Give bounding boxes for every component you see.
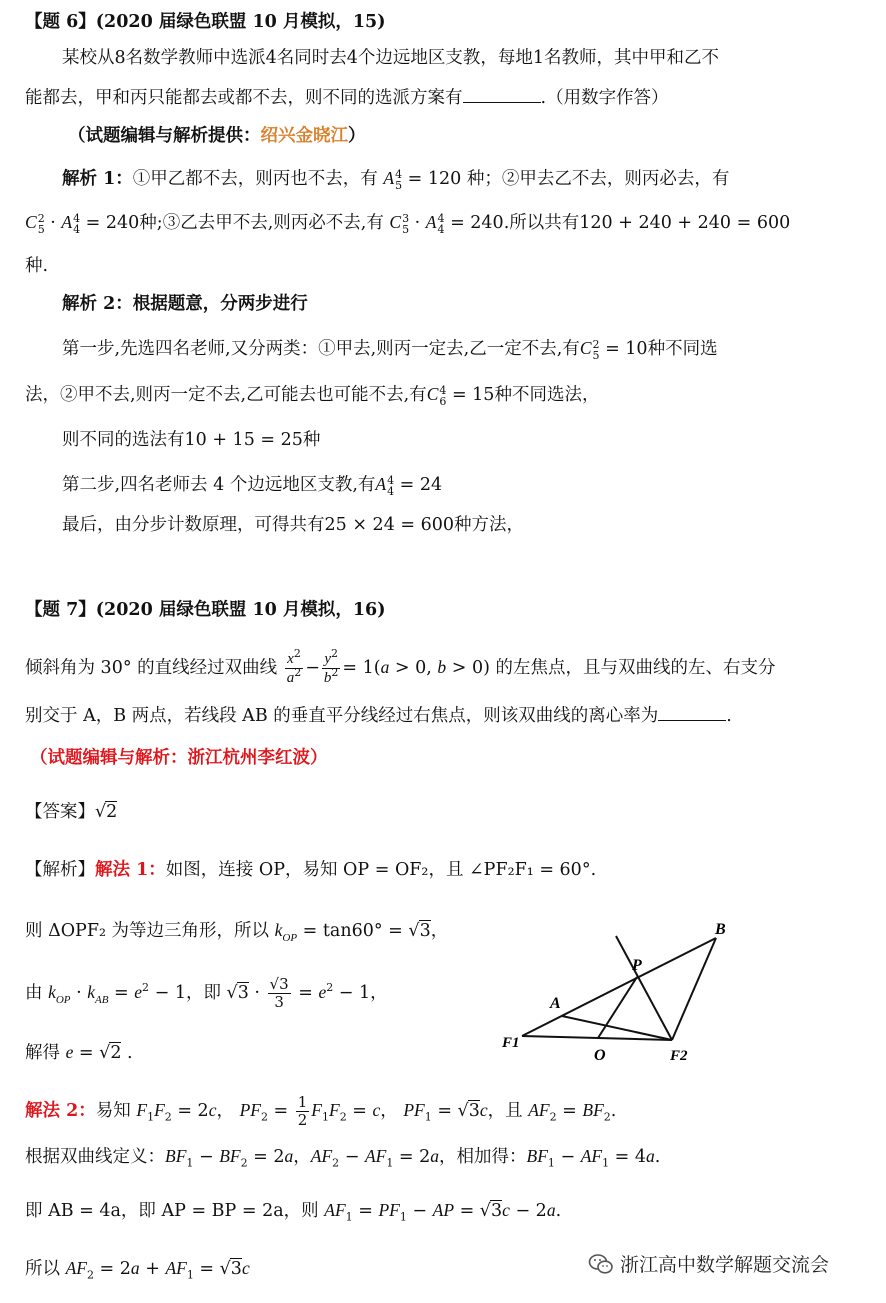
hyperbola-diagram: [490, 910, 750, 1070]
q6-credit-name: 绍兴金晓江: [260, 126, 348, 146]
q7-m1-line3: 由 $k_{OP} \cdot k_{AB} = e^2 - 1$，即 √3 · $\frac{√3}{3}$ = $e^2 - 1$，: [25, 975, 388, 1011]
q6-step1-line1: 第一步,先选四名老师,又分两类：①甲去,则丙一定去,乙一定不去,有C 2 5 = 10种不同选: [62, 337, 718, 362]
answer-blank: [463, 88, 541, 103]
q7-line2: 别交于 A，B 两点，若线段 AB 的垂直平分线经过右焦点，则该双曲线的离心率为 .: [25, 706, 732, 726]
q7-m1-line4: 解得 e = √2 .: [25, 1042, 133, 1063]
q7-m1-line2: 则 ΔOPF₂ 为等边三角形，所以 $k_{OP} = \tan 60^\circ = √3$，: [25, 920, 449, 944]
label-f1: F1: [502, 1035, 520, 1051]
line-f1-b: [522, 938, 716, 1036]
label-f2: F2: [670, 1048, 688, 1064]
f1-f2-line: [522, 1036, 672, 1040]
q6-final: 最后，由分步计数原理，可得共有25 × 24 = 600种方法，: [62, 515, 525, 535]
wechat-icon: [588, 1253, 614, 1275]
perpendicular-bisector: [616, 936, 672, 1040]
q6-sol1-line2: C 2 5 · A 4 4 = 240种;③乙去甲不去,则丙必不去,有 C 3 5 · A 4 4 = 240.所以共有120 + 240 + 240 = 600: [25, 211, 791, 236]
q7-m2-line2: 根据双曲线定义：$BF_1 - BF_2 = 2a$，$AF_2 - AF_1 = 2a$，相加得：$BF_1 - AF_1 = 4a$.: [25, 1146, 661, 1170]
q6-step1-line3: 则不同的选法有10 + 15 = 25种: [62, 430, 321, 450]
watermark-text: 浙江高中数学解题交流会: [620, 1254, 830, 1276]
q7-m2-line1: 解法 2：易知 $F_1F_2 = 2c$， $PF_2$ = $\frac{1}{2}$ $F_1F_2 = c$， $PF_1 = √3c$，且 $AF_2 = BF_2$.: [25, 1093, 617, 1129]
q7-line1: 倾斜角为 30° 的直线经过双曲线 $\frac{x^2}{a^2}$ − $\frac{y^2}{b^2}$ = 1(a > 0, b > 0) 的左焦点，且与双曲线的左、右支分: [25, 647, 776, 686]
line-f2-b: [672, 938, 716, 1040]
q6-step1-line2: 法，②甲不去,则丙一定不去,乙可能去也可能不去,有C 4 6 = 15种不同选法，: [25, 383, 600, 408]
q7-header: 【题 7】(2020 届绿色联盟 10 月模拟，16): [25, 600, 386, 620]
q6-line1: 某校从8名数学教师中选派4名同时去4个边远地区支教，每地1名教师，其中甲和乙不: [62, 48, 720, 68]
watermark: [588, 1250, 829, 1277]
q6-sol1-line3: 种.: [25, 256, 49, 276]
label-p: P: [632, 957, 642, 974]
q7-m1-line1: 【解析】解法 1：如图，连接 OP，易知 OP = OF₂，且 ∠PF₂F₁ = 60°.: [25, 860, 597, 880]
q6-line2: 能都去，甲和丙只能都去或都不去，则不同的选派方案有 .（用数字作答）: [25, 88, 669, 108]
answer-blank-q7: [658, 706, 726, 721]
label-o: O: [594, 1047, 606, 1064]
q6-credit: （试题编辑与解析提供：绍兴金晓江）: [68, 126, 366, 146]
q7-m2-line4: 所以 $AF_2 = 2a + AF_1 = √3c$: [25, 1258, 250, 1282]
q6-sol2-label: 解析 2：根据题意，分两步进行: [62, 294, 308, 314]
q7-credit: （试题编辑与解析：浙江杭州李红波）: [30, 748, 328, 768]
label-b: B: [715, 921, 726, 938]
q6-header: 【题 6】(2020 届绿色联盟 10 月模拟，15): [25, 12, 386, 32]
q7-m2-line3: 即 AB = 4a，即 AP = BP = 2a，则 $AF_1 = PF_1$ − AP = √3c − 2a.: [25, 1200, 562, 1224]
q6-step2: 第二步,四名老师去 4 个边远地区支教,有A 4 4 = 24: [62, 473, 443, 498]
q7-answer: 【答案】√2: [25, 802, 118, 822]
line-a-f2: [562, 1016, 672, 1040]
q6-sol1-line1: 解析 1：①甲乙都不去，则丙也不去，有 A 4 5 = 120 种；②甲去乙不去，则丙必去，有: [62, 167, 730, 192]
label-a: A: [550, 995, 561, 1012]
